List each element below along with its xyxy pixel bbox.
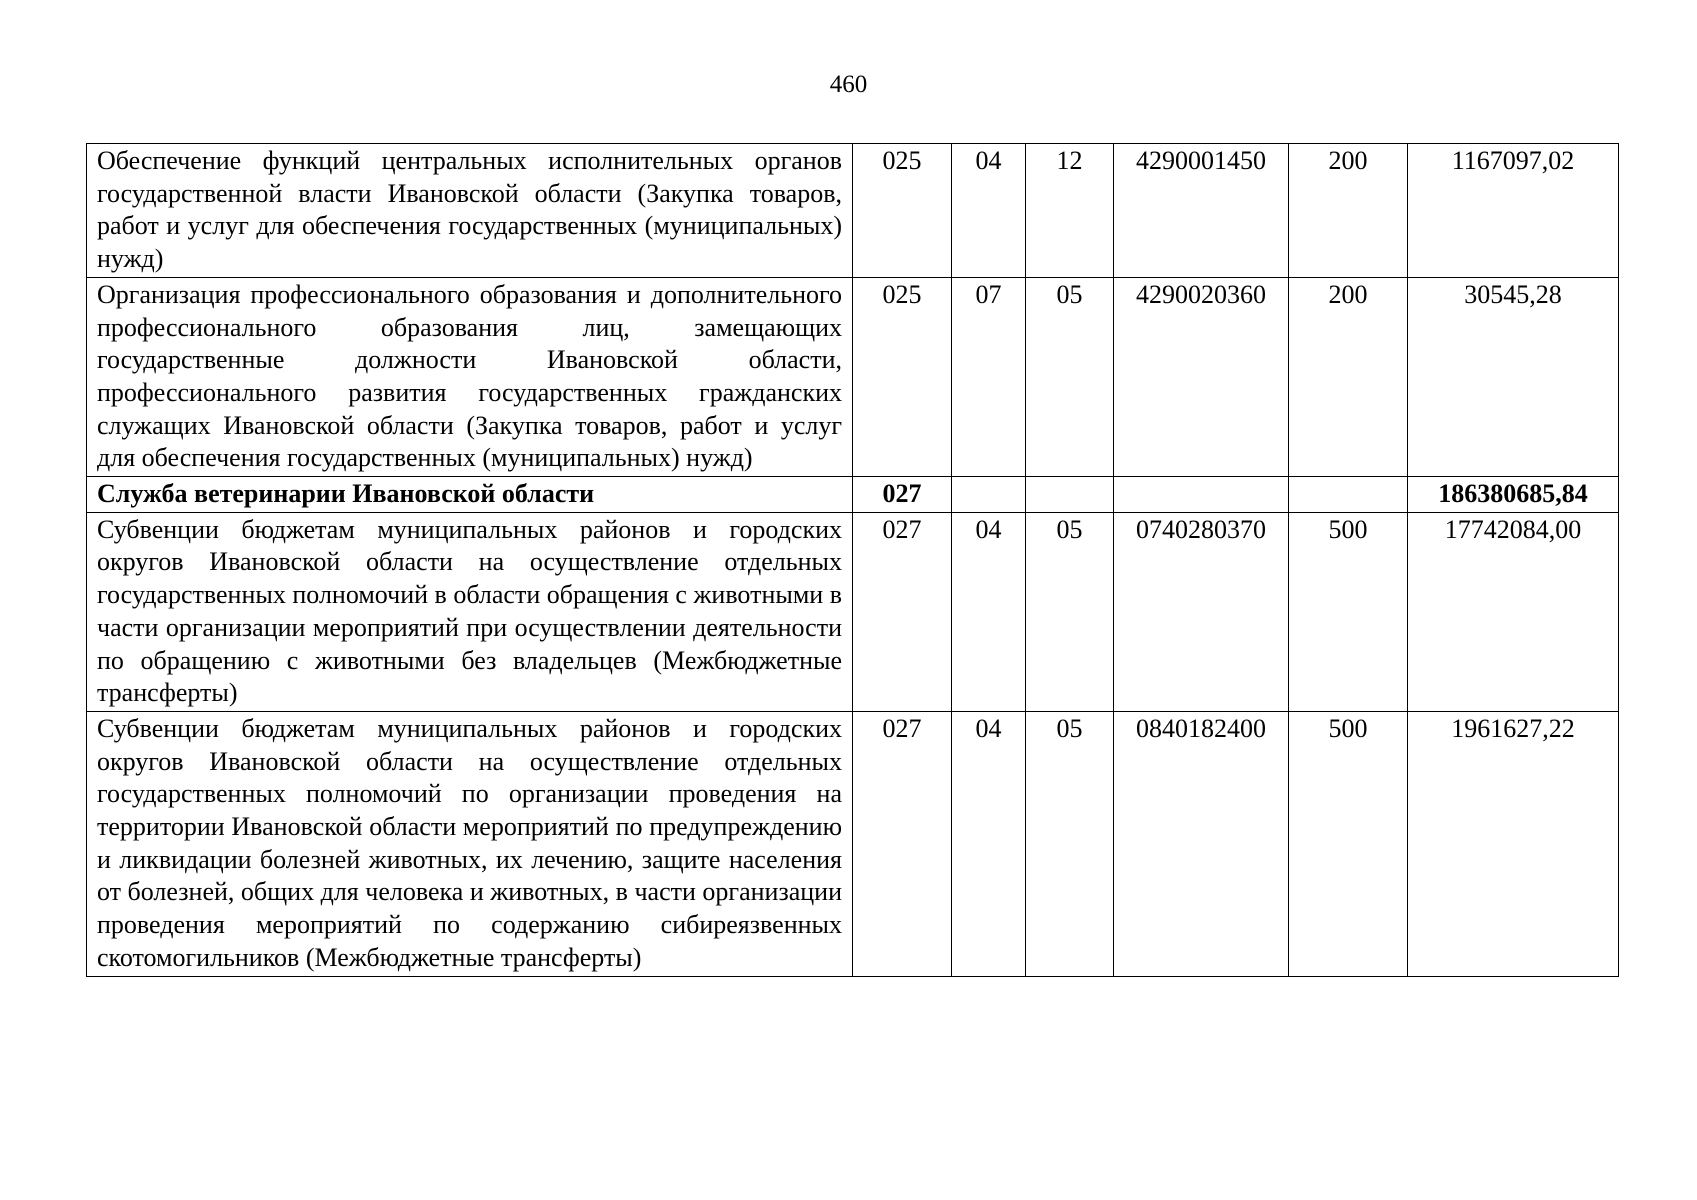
row-amount-cell: 1167097,02 xyxy=(1408,144,1619,278)
section-rz-cell xyxy=(952,477,1026,513)
row-rz-cell: 04 xyxy=(952,512,1026,711)
row-pr-cell: 12 xyxy=(1026,144,1114,278)
section-name-cell: Служба ветеринарии Ивановской области xyxy=(87,477,853,513)
row-csr-cell: 4290020360 xyxy=(1114,277,1289,476)
row-pr-cell: 05 xyxy=(1026,711,1114,976)
table-row xyxy=(87,512,1619,711)
row-vr-cell: 500 xyxy=(1289,512,1408,711)
row-rz-cell: 07 xyxy=(952,277,1026,476)
row-name-cell: Субвенции бюджетам муниципальных районов и городских округов Ивановской области на осуществление отдельных государственных полномочий в области обращения с животными в части организации мероприятий при осуществлении деятельности по обращению с животными без владельцев (Межбюджетные трансферты) xyxy=(87,512,853,711)
row-pr-cell: 05 xyxy=(1026,277,1114,476)
row-vr-cell: 200 xyxy=(1289,277,1408,476)
row-csr-cell: 0840182400 xyxy=(1114,711,1289,976)
row-vr-cell: 200 xyxy=(1289,144,1408,278)
table-row-section-header xyxy=(87,477,1619,513)
row-rz-cell: 04 xyxy=(952,711,1026,976)
row-amount-cell: 30545,28 xyxy=(1408,277,1619,476)
row-csr-cell: 4290001450 xyxy=(1114,144,1289,278)
section-pr-cell xyxy=(1026,477,1114,513)
row-csr-cell: 0740280370 xyxy=(1114,512,1289,711)
table-row xyxy=(87,144,1619,278)
row-gr-cell: 027 xyxy=(853,711,952,976)
row-gr-cell: 025 xyxy=(853,277,952,476)
row-rz-cell: 04 xyxy=(952,144,1026,278)
row-pr-cell: 05 xyxy=(1026,512,1114,711)
section-gr-cell: 027 xyxy=(853,477,952,513)
table-row xyxy=(87,711,1619,976)
row-name-cell: Организация профессионального образования и дополнительного профессионального образования лиц, замещающих государственные должности Ивановской области, профессионального развития государственных гражданских служащих Ивановской области (Закупка товаров, работ и услуг для обеспечения государственных (муниципальных) нужд) xyxy=(87,277,853,476)
page-number: 460 xyxy=(829,71,868,98)
row-gr-cell: 027 xyxy=(853,512,952,711)
row-vr-cell: 500 xyxy=(1289,711,1408,976)
row-gr-cell: 025 xyxy=(853,144,952,278)
row-amount-cell: 17742084,00 xyxy=(1408,512,1619,711)
budget-table xyxy=(86,143,1619,977)
row-name-cell: Обеспечение функций центральных исполнительных органов государственной власти Ивановской области (Закупка товаров, работ и услуг для обеспечения государственных (муниципальных) нужд) xyxy=(87,144,853,278)
table-row xyxy=(87,277,1619,476)
section-vr-cell xyxy=(1289,477,1408,513)
section-csr-cell xyxy=(1114,477,1289,513)
section-amount-cell: 186380685,84 xyxy=(1408,477,1619,513)
row-amount-cell: 1961627,22 xyxy=(1408,711,1619,976)
row-name-cell: Субвенции бюджетам муниципальных районов и городских округов Ивановской области на осуществление отдельных государственных полномочий по организации проведения на территории Ивановской области мероприятий по предупреждению и ликвидации болезней животных, их лечению, защите населения от болезней, общих для человека и животных, в части организации проведения мероприятий по содержанию сибиреязвенных скотомогильников (Межбюджетные трансферты) xyxy=(87,711,853,976)
